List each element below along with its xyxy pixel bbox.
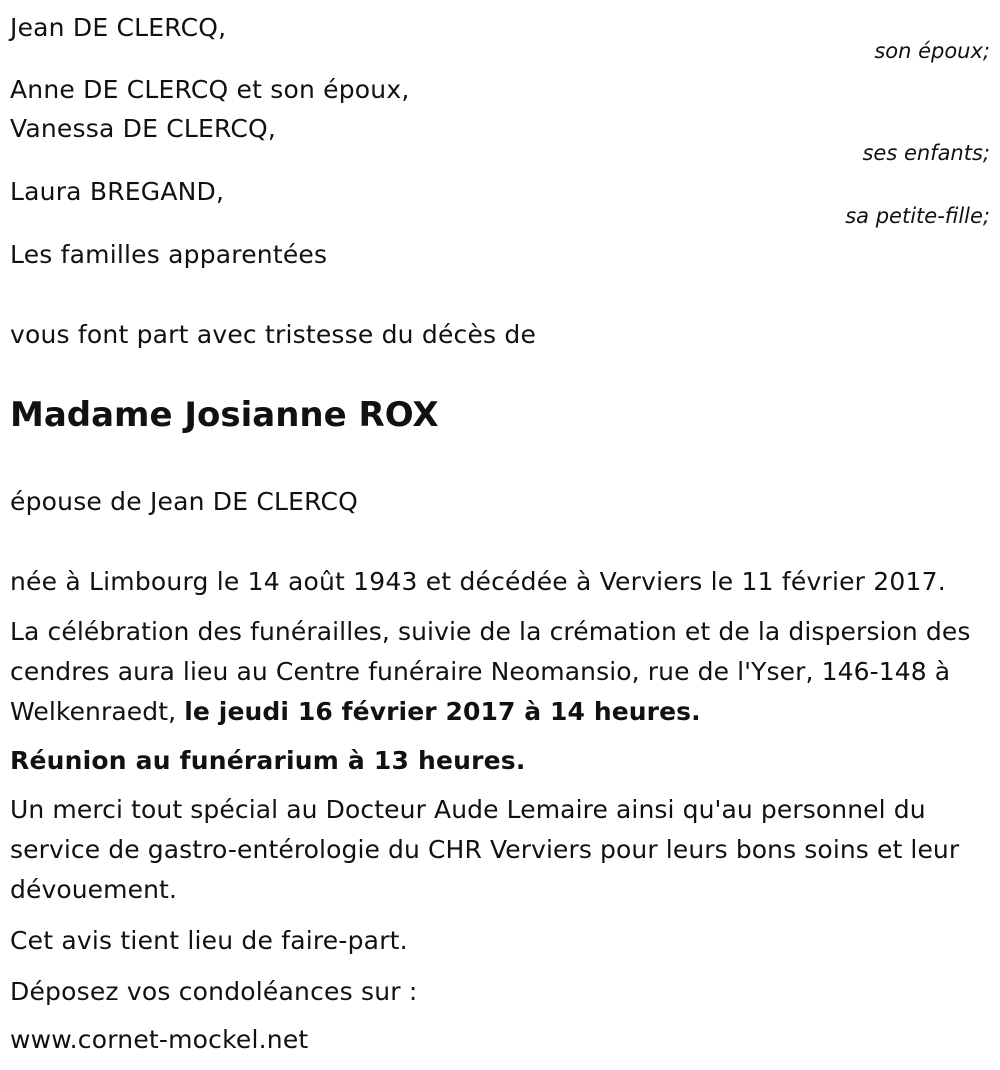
ceremony-paragraph <box>10 612 990 732</box>
grandchild-name: Laura BREGAND, <box>10 177 225 206</box>
notice-line: Cet avis tient lieu de faire-part. <box>10 926 408 955</box>
spouse-role: son époux; <box>874 39 990 63</box>
condolences-label: Déposez vos condoléances sur : <box>10 977 418 1006</box>
ceremony-text: La célébration des funérailles, suivie de la crémation et de la dispersion des cendres aura lieu au Centre funéraire Neomansio, rue de l'Yser, 146-148 à Welkenraedt, <box>10 617 971 726</box>
child-name-1: Anne DE CLERCQ et son époux, <box>10 75 410 104</box>
spouse-name: Jean DE CLERCQ, <box>10 13 227 42</box>
child-name-2: Vanessa DE CLERCQ, <box>10 114 277 143</box>
meeting-line: Réunion au funérarium à 13 heures. <box>10 746 526 775</box>
announcement-intro: vous font part avec tristesse du décès de <box>10 320 537 349</box>
birth-death-line: née à Limbourg le 14 août 1943 et décédée à Verviers le 11 février 2017. <box>10 567 946 596</box>
spouse-of-line: épouse de Jean DE CLERCQ <box>10 487 359 516</box>
grandchild-role: sa petite-fille; <box>845 204 990 228</box>
website-link[interactable]: www.cornet-mockel.net <box>10 1025 309 1054</box>
thanks-paragraph: Un merci tout spécial au Docteur Aude Lemaire ainsi qu'au personnel du service de gastro-entérologie du CHR Verviers pour leurs bons soins et leur dévouement. <box>10 795 960 904</box>
ceremony-date: le jeudi 16 février 2017 à 14 heures. <box>184 697 701 726</box>
children-role: ses enfants; <box>862 141 990 165</box>
deceased-name: Madame Josianne ROX <box>10 395 439 435</box>
relatives-line: Les familles apparentées <box>10 240 328 269</box>
